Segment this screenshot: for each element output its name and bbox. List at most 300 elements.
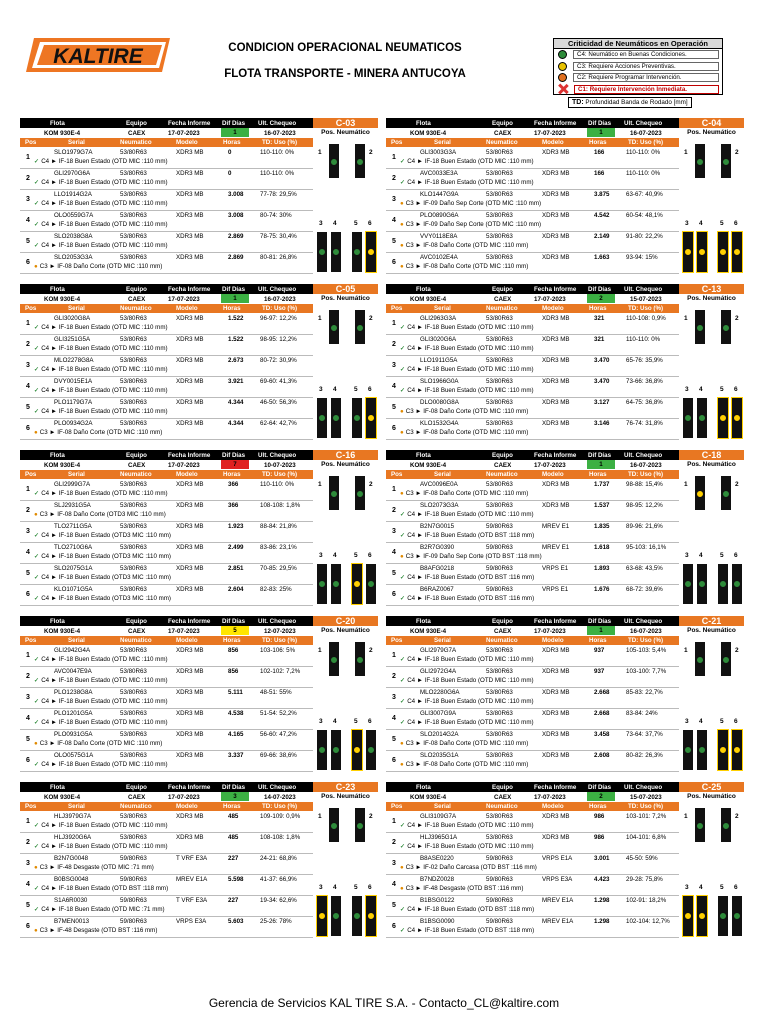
tire-status-text: C3 ► IF-09 Daño Sep Corte (OTD MIC :110 mm): [405, 221, 542, 228]
footer: Gerencia de Servicios KAL TIRE S.A. - Contacto_CL@kaltire.com: [208, 996, 560, 1010]
col-ult-chequeo: Ult. Chequeo: [258, 783, 297, 791]
tire-row-data: [20, 855, 313, 864]
tire-row: [386, 585, 679, 606]
column-headers: [386, 802, 679, 811]
front-tire-2: [721, 476, 731, 510]
col-modelo: Modelo: [542, 305, 564, 312]
tire-td-usage: 60-54: 48,1%: [626, 212, 663, 219]
tire-td-usage: 103-101: 7,2%: [626, 813, 667, 820]
rear-tire-6: [732, 398, 742, 438]
column-headers: [386, 304, 679, 313]
flota-value: KOM 930E-4: [410, 627, 447, 635]
tire-status-dot: [696, 822, 704, 830]
tire-td-usage: 93-94: 15%: [626, 254, 658, 261]
tire-serial: SLJ2931G5A: [54, 502, 91, 509]
tire-row: [386, 522, 679, 543]
tire-status-text: C4 ► IF-18 Buen Estado (OTD MIC :110 mm): [41, 387, 168, 394]
tire-td-usage: 91-80: 22,2%: [626, 233, 663, 240]
tire-td-usage: 95-103: 16,1%: [626, 544, 667, 551]
tire-serial: SLO1966G0A: [420, 378, 459, 385]
check-icon: ✓: [400, 843, 406, 850]
flota-value: KOM 930E-4: [410, 461, 447, 469]
tire-serial: DVY0015E1A: [54, 378, 93, 385]
tire-status: [34, 345, 168, 352]
tire-hours: 3.458: [594, 731, 610, 738]
tire-hours: 485: [228, 834, 239, 841]
tire-status-text: C4 ► IF-18 Buen Estado (OTD MIC :110 mm): [407, 698, 534, 705]
pos-neumatico-label: Pos. Neumático: [321, 295, 370, 302]
rear-tire-3: [317, 398, 327, 438]
tire-hours: 3.127: [594, 399, 610, 406]
position-number: 4: [333, 718, 337, 725]
warning-dot-icon: ●: [400, 221, 404, 228]
front-tire-1: [695, 310, 705, 344]
tire-status-dot: [318, 580, 326, 588]
tire-row-data: [386, 897, 679, 906]
tire-row: [20, 854, 313, 875]
tire-position: 5: [392, 736, 396, 743]
tire-serial: SLO2075G1A: [54, 565, 93, 572]
tire-row: [386, 480, 679, 501]
position-number: 6: [368, 220, 372, 227]
tire-td-usage: 24-21: 68,8%: [260, 855, 297, 862]
col-horas: Horas: [589, 803, 607, 810]
tire-status: [34, 885, 168, 892]
tire-status-dot: [353, 746, 361, 754]
check-icon: ✓: [34, 158, 40, 165]
front-tire-2: [355, 144, 365, 178]
position-number: 5: [720, 220, 724, 227]
tire-status-dot: [684, 746, 692, 754]
tire-status-text: C4 ► IF-18 Buen Estado (OTD MIC :110 mm): [407, 822, 534, 829]
tire-status-dot: [722, 490, 730, 498]
position-number: 1: [318, 149, 322, 156]
tire-serial: B1BSG0090: [420, 918, 455, 925]
legend-title: Criticidad de Neumáticos en Operación: [554, 39, 722, 49]
flota-value: KOM 930E-4: [44, 129, 81, 137]
tire-size: 53/80R63: [120, 710, 147, 717]
column-headers: [386, 138, 679, 147]
col-serial: Serial: [434, 471, 451, 478]
equipo-value: CAEX: [494, 461, 512, 469]
tire-position: 2: [26, 673, 30, 680]
warning-dot-icon: ●: [34, 511, 38, 518]
rear-tire-5: [352, 730, 362, 770]
tire-position: 4: [26, 715, 30, 722]
truck-code: C-18: [679, 450, 744, 460]
tire-position: 5: [392, 238, 396, 245]
equipo-value: CAEX: [128, 627, 146, 635]
tire-status-dot: [733, 248, 741, 256]
tire-status-dot: [733, 746, 741, 754]
truck-card: [386, 616, 744, 772]
tire-model: XDR3 MB: [542, 647, 570, 654]
warning-dot-icon: ●: [400, 553, 404, 560]
col-pos: Pos: [391, 471, 403, 478]
tire-model: XDR3 MB: [176, 254, 204, 261]
col-flota: Flota: [50, 617, 65, 625]
tire-status-text: C3 ► IF-08 Daño Corte (OTD MIC :110 mm): [405, 408, 529, 415]
tire-status-text: C4 ► IF-18 Buen Estado (OTD MIC :110 mm): [41, 179, 168, 186]
tire-hours: 2.149: [594, 233, 610, 240]
check-icon: ✓: [400, 822, 406, 829]
tire-status: [34, 324, 168, 331]
tire-serial: HLJ3965G1A: [420, 834, 458, 841]
tire-row: [386, 169, 679, 190]
position-number: 1: [684, 813, 688, 820]
tire-size: 53/80R63: [486, 315, 513, 322]
tire-hours: 227: [228, 855, 239, 862]
tire-hours: 4.344: [228, 420, 244, 427]
tire-model: XDR3 MB: [542, 420, 570, 427]
tire-status-dot: [356, 324, 364, 332]
tire-status: [34, 719, 168, 726]
tire-row: [20, 833, 313, 854]
tire-model: XDR3 MB: [542, 378, 570, 385]
rear-tire-3: [317, 896, 327, 936]
tire-row: [386, 833, 679, 854]
rear-tire-5: [718, 398, 728, 438]
truck-card: [20, 284, 378, 440]
tire-status: [34, 200, 168, 207]
col-equipo: Equipo: [126, 119, 147, 127]
tire-size: 53/80R63: [120, 668, 147, 675]
tire-position: 4: [26, 383, 30, 390]
tire-row-data: [20, 357, 313, 366]
tire-status: [400, 761, 528, 768]
tire-position: 5: [26, 404, 30, 411]
tire-td-usage: 110-108: 0,9%: [626, 315, 666, 322]
tire-hours: 2.604: [228, 586, 244, 593]
tire-hours: 856: [228, 647, 239, 654]
dif-dias-badge: 1: [587, 460, 615, 469]
tire-position-diagram: [316, 638, 378, 772]
tire-size: 53/80R63: [120, 481, 147, 488]
tire-serial: PLO1179G7A: [54, 399, 93, 406]
col-fecha-informe: Fecha Informe: [168, 783, 211, 791]
tire-td-usage: 69-60: 41,3%: [260, 378, 297, 385]
col-dif-dias: Dif Días: [588, 285, 612, 293]
tire-serial: TLO2710G6A: [54, 544, 93, 551]
tire-td-usage: 80-82: 26,3%: [626, 752, 663, 759]
front-tire-2: [721, 144, 731, 178]
tire-status-text: C4 ► IF-18 Buen Estado (OTD3 MIC :110 mm): [41, 532, 171, 539]
col-modelo: Modelo: [176, 803, 198, 810]
tire-hours: 1.618: [594, 544, 610, 551]
col-modelo: Modelo: [542, 637, 564, 644]
tire-row: [20, 253, 313, 274]
tire-model: XDR3 MB: [542, 357, 570, 364]
tire-row-data: [20, 233, 313, 242]
tire-size: 53/80R63: [486, 502, 513, 509]
tire-status-dot: [719, 746, 727, 754]
rear-tire-3: [317, 232, 327, 272]
tire-hours: 1.676: [594, 586, 610, 593]
tire-status-dot: [318, 248, 326, 256]
col-flota: Flota: [416, 617, 431, 625]
tire-status-text: C4 ► IF-18 Buen Estado (OTD BST :118 mm): [407, 927, 535, 934]
legend-item-c3: C3: Requiere Acciones Preventivas.: [554, 61, 722, 73]
tire-row: [386, 501, 679, 522]
orange-status-icon: [558, 73, 567, 82]
col-ult-chequeo: Ult. Chequeo: [624, 285, 663, 293]
tire-td-usage: 102-104: 12,7%: [626, 918, 670, 925]
col-pos: Pos: [25, 139, 37, 146]
tire-status-text: C4 ► IF-18 Buen Estado (OTD MIC :110 mm): [41, 366, 168, 373]
tire-serial: B0BSG0048: [54, 876, 89, 883]
check-icon: ✓: [34, 179, 40, 186]
tire-td-usage: 105-103: 5,4%: [626, 647, 667, 654]
position-number: 4: [333, 386, 337, 393]
check-icon: ✓: [34, 366, 40, 373]
tire-hours: 3.470: [594, 378, 610, 385]
tire-status: [34, 429, 162, 436]
col-serial: Serial: [68, 139, 85, 146]
tire-serial: SLO2035G1A: [420, 752, 459, 759]
tire-hours: 5.111: [228, 689, 243, 696]
col-ult-chequeo: Ult. Chequeo: [258, 285, 297, 293]
check-icon: ✓: [400, 366, 406, 373]
tire-position: 6: [392, 757, 396, 764]
tire-position: 1: [26, 320, 30, 327]
rear-tire-6: [366, 896, 376, 936]
tire-row-data: [386, 315, 679, 324]
tire-row: [20, 148, 313, 169]
tire-row-data: [20, 647, 313, 656]
tire-hours: 1.835: [594, 523, 610, 530]
tire-hours: 2.668: [594, 710, 610, 717]
tire-size: 53/80R63: [120, 752, 147, 759]
tire-status-text: C4 ► IF-18 Buen Estado (OTD BST :118 mm): [407, 906, 535, 913]
col-equipo: Equipo: [492, 119, 513, 127]
tire-size: 59/80R63: [486, 586, 513, 593]
tire-status: [400, 843, 534, 850]
tire-row: [386, 253, 679, 274]
tire-position: 4: [392, 383, 396, 390]
tire-model: XDR3 MB: [176, 565, 204, 572]
col-pos: Pos: [391, 305, 403, 312]
tire-model: XDR3 MB: [176, 813, 204, 820]
tire-status-text: C3 ► IF-08 Daño Corte (OTD MIC :110 mm): [405, 490, 529, 497]
tire-status-dot: [332, 580, 340, 588]
col-flota: Flota: [416, 119, 431, 127]
position-number: 3: [319, 552, 323, 559]
tire-row-data: [386, 378, 679, 387]
tire-td-usage: 110-110: 0%: [626, 336, 661, 343]
tire-hours: 1.298: [594, 897, 610, 904]
td-legend: TD: Profundidad Banda de Rodado [mm]: [568, 97, 692, 108]
tire-model: XDR3 MB: [176, 544, 204, 551]
warning-dot-icon: ●: [34, 927, 38, 934]
tire-row: [20, 543, 313, 564]
rear-tire-5: [352, 564, 362, 604]
col-flota: Flota: [50, 783, 65, 791]
tire-status-dot: [353, 248, 361, 256]
tire-position-diagram: [682, 472, 744, 606]
tire-status: [400, 740, 528, 747]
warning-dot-icon: ●: [400, 242, 404, 249]
tire-row-data: [20, 668, 313, 677]
tire-td-usage: 63-67: 40,9%: [626, 191, 663, 198]
position-number: 1: [318, 647, 322, 654]
col-serial: Serial: [434, 305, 451, 312]
position-number: 4: [699, 718, 703, 725]
tire-position: 1: [26, 652, 30, 659]
tire-position: 1: [392, 320, 396, 327]
tire-status-dot: [367, 248, 375, 256]
col-equipo: Equipo: [126, 617, 147, 625]
rear-tire-5: [718, 232, 728, 272]
ult-value: 15-07-2023: [630, 793, 662, 801]
tire-model: XDR3 MB: [176, 523, 204, 530]
tire-status-dot: [684, 580, 692, 588]
tire-row: [386, 709, 679, 730]
col-dif-dias: Dif Días: [588, 783, 612, 791]
tire-position-diagram: [682, 638, 744, 772]
front-tire-1: [329, 808, 339, 842]
tire-position: 3: [392, 196, 396, 203]
col-td-uso: TD: Uso (%): [628, 305, 664, 312]
tire-status: [34, 158, 168, 165]
tire-size: 53/80R63: [120, 233, 147, 240]
rear-tire-4: [331, 730, 341, 770]
tire-hours: 2.668: [594, 689, 610, 696]
tire-td-usage: 56-60: 47,2%: [260, 731, 297, 738]
tire-model: XDR3 MB: [176, 191, 204, 198]
rear-tire-4: [697, 730, 707, 770]
tire-row: [20, 419, 313, 440]
tire-model: XDR3 MB: [176, 315, 204, 322]
tire-td-usage: 68-72: 39,6%: [626, 586, 663, 593]
tire-position: 1: [392, 652, 396, 659]
tire-model: XDR3 MB: [176, 502, 204, 509]
tire-status-text: C3 ► IF-08 Daño Corte (OTD MIC :110 mm): [39, 740, 163, 747]
tire-status: [400, 885, 523, 892]
tire-status-dot: [367, 912, 375, 920]
tire-position: 3: [26, 528, 30, 535]
tire-row-data: [20, 315, 313, 324]
tire-status-dot: [318, 414, 326, 422]
col-td-uso: TD: Uso (%): [262, 139, 298, 146]
tire-model: XDR3 MB: [176, 710, 204, 717]
tire-row: [386, 667, 679, 688]
tire-position: 1: [26, 818, 30, 825]
tire-td-usage: 69-66: 38,6%: [260, 752, 297, 759]
col-pos: Pos: [391, 139, 403, 146]
tire-status: [34, 864, 154, 871]
tire-model: XDR3 MB: [542, 212, 570, 219]
tire-row-data: [20, 876, 313, 885]
tire-position: 2: [26, 341, 30, 348]
tire-status: [34, 761, 168, 768]
col-pos: Pos: [25, 471, 37, 478]
legend-item-c4: C4: Neumático en Buenas Condiciones.: [554, 49, 722, 61]
tire-model: XDR3 MB: [176, 378, 204, 385]
tire-row: [386, 917, 679, 938]
tire-row-data: [20, 399, 313, 408]
tire-hours: 986: [594, 834, 605, 841]
tire-serial: GLI2970G6A: [54, 170, 91, 177]
position-number: 5: [354, 552, 358, 559]
tire-hours: 2.851: [228, 565, 244, 572]
tire-status-dot: [330, 822, 338, 830]
pos-neumatico-label: Pos. Neumático: [321, 793, 370, 800]
tire-hours: 4.344: [228, 399, 244, 406]
tire-row: [386, 398, 679, 419]
position-number: 6: [368, 718, 372, 725]
warning-dot-icon: ●: [400, 490, 404, 497]
flota-value: KOM 930E-4: [410, 129, 447, 137]
position-number: 6: [368, 884, 372, 891]
tire-serial: B2N7G0048: [54, 855, 89, 862]
position-number: 4: [333, 220, 337, 227]
tire-row-data: [386, 752, 679, 761]
tire-td-usage: 63-68: 43,5%: [626, 565, 663, 572]
tire-position: 2: [26, 175, 30, 182]
tire-status: [34, 179, 168, 186]
position-number: 5: [354, 220, 358, 227]
tire-size: 53/80R63: [486, 399, 513, 406]
tire-position: 6: [392, 923, 396, 930]
tire-position-diagram: [682, 306, 744, 440]
tire-td-usage: 103-100: 7,7%: [626, 668, 667, 675]
tire-row-data: [20, 544, 313, 553]
warning-dot-icon: ●: [400, 864, 404, 871]
report-subtitle: FLOTA TRANSPORTE - MINERA ANTUCOYA: [224, 68, 466, 80]
tire-hours: 2.869: [228, 233, 244, 240]
legend-item-c2: C2: Requiere Programar Intervención.: [554, 72, 722, 84]
tire-size: 59/80R63: [486, 523, 513, 530]
tire-status-text: C4 ► IF-18 Buen Estado (OTD MIC :110 mm): [407, 387, 534, 394]
rear-tire-4: [331, 232, 341, 272]
ult-value: 16-07-2023: [630, 461, 662, 469]
tire-model: VRPS E1: [542, 565, 569, 572]
front-tire-2: [721, 642, 731, 676]
col-dif-dias: Dif Días: [222, 451, 246, 459]
position-number: 4: [699, 220, 703, 227]
tire-row: [20, 585, 313, 606]
tire-position: 4: [392, 217, 396, 224]
tire-position: 1: [392, 486, 396, 493]
ult-value: 16-07-2023: [264, 295, 296, 303]
tire-status: [34, 553, 171, 560]
tire-position: 3: [392, 694, 396, 701]
tire-status-text: C4 ► IF-18 Buen Estado (OTD MIC :110 mm): [41, 719, 168, 726]
tire-status-text: C3 ► IF-09 Daño Sep Corte (OTD BST :118 mm): [405, 553, 542, 560]
tire-model: MREV E1: [542, 523, 570, 530]
tire-hours: 3.001: [594, 855, 610, 862]
tire-status-text: C3 ► IF-08 Daño Corte (OTD MIC :110 mm): [405, 429, 529, 436]
col-td-uso: TD: Uso (%): [628, 139, 664, 146]
tire-td-usage: 104-101: 6,8%: [626, 834, 667, 841]
tire-status-dot: [356, 490, 364, 498]
tire-model: XDR3 MB: [542, 315, 570, 322]
tire-td-usage: 70-85: 29,5%: [260, 565, 297, 572]
dif-dias-badge: 1: [221, 294, 249, 303]
tire-row: [20, 751, 313, 772]
rear-tire-4: [331, 896, 341, 936]
tire-model: XDR3 MB: [542, 149, 570, 156]
tire-status-dot: [698, 414, 706, 422]
tire-hours: 4.165: [228, 731, 244, 738]
tire-position: 1: [392, 818, 396, 825]
tire-status-text: C4 ► IF-18 Buen Estado (OTD MIC :110 mm): [41, 200, 168, 207]
check-icon: ✓: [400, 179, 406, 186]
col-modelo: Modelo: [542, 139, 564, 146]
col-ult-chequeo: Ult. Chequeo: [624, 119, 663, 127]
tire-position: 5: [26, 736, 30, 743]
tire-model: XDR3 MB: [542, 233, 570, 240]
